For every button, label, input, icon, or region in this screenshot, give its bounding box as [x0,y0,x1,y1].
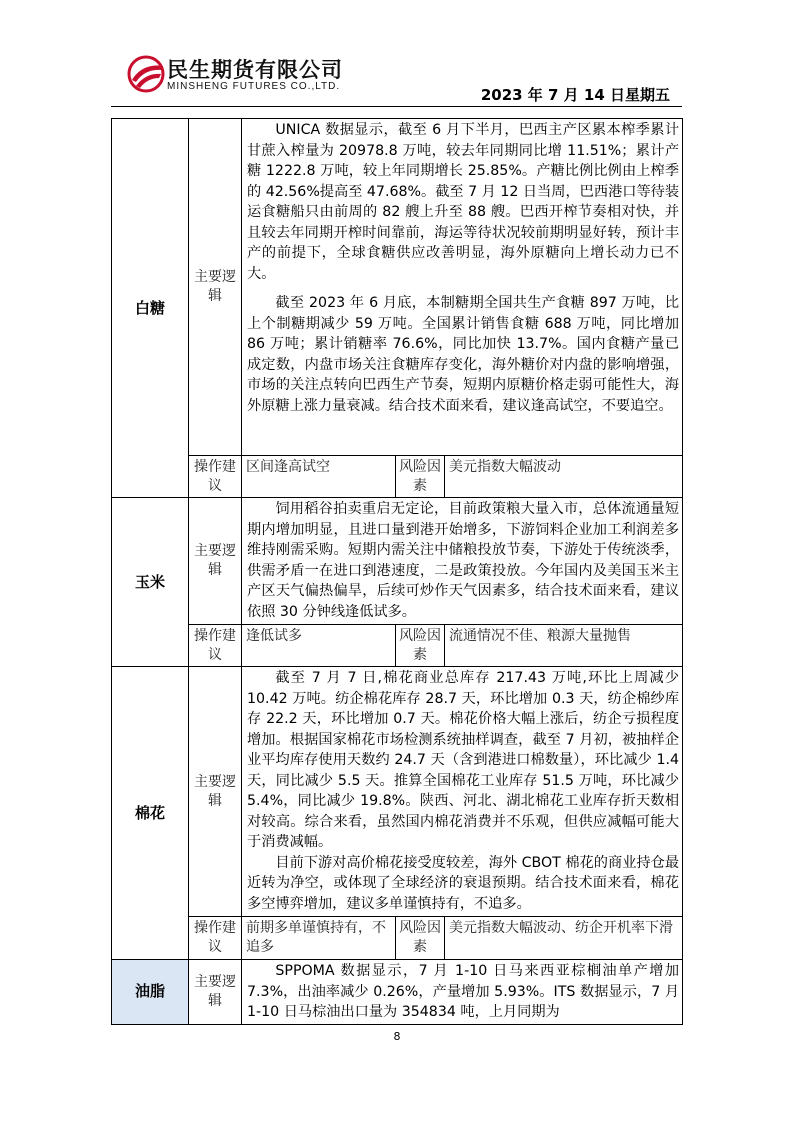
risk-label: 风险因素 [396,917,445,960]
category-oils: 油脂 [112,960,189,1025]
advice-label: 操作建议 [189,456,242,498]
category-sugar: 白糖 [112,119,189,498]
table-row [112,625,683,667]
logic-text [242,119,683,456]
table-row [112,960,683,1025]
commodity-table [111,118,683,1025]
table-row [112,498,683,625]
risk-text: 流通情况不佳、粮源大量抛售 [445,625,683,667]
logic-paragraph: UNICA 数据显示，截至 6 月下半月，巴西主产区累本榨季累计甘蔗入榨量为 20978.8 万吨，较去年同期同比增 11.51%；累计产糖 1222.8 万吨，较上年同期增长 25.85%。产糖比例比例由上榨季的 42.56%提高至 47.68%。截至 7 月 12 日当周，巴西港口等待装运食糖船只由前周的 82 艘上升至 88 艘。巴西开榨节奏相对快，并且较去年同期开榨时间靠前，海运等待状况较前期明显好转，预计丰产的前提下，全球食糖供应改善明显，海外原糖向上增长动力已不大。 [247,122,680,282]
logic-label: 主要逻辑 [189,667,242,917]
advice-text: 区间逢高试空 [242,456,396,498]
advice-label: 操作建议 [189,917,242,960]
logic-paragraph: SPPOMA 数据显示，7 月 1-10 日马来西亚棕榈油单产增加 7.3%，出油率减少 0.26%，产量增加 5.93%。ITS 数据显示，7 月 1-10 日马棕油出口量为 354834 吨，上月同期为 [247,963,680,1020]
logic-paragraph: 饲用稻谷拍卖重启无定论，目前政策粮大量入市，总体流通量短期内增加明显，且进口量到港开始增多，下游饲料企业加工利润差多维持刚需采购。短期内需关注中储粮投放节奏，下游处于传统淡季，供需矛盾一在进口到港速度，二是政策投放。今年国内及美国玉米主产区天气偏热偏旱，后续可炒作天气因素多，结合技术面来看，建议依照 30 分钟线逢低试多。 [247,501,680,620]
company-name-cn: 民生期货有限公司 [167,58,343,82]
category-cotton: 棉花 [112,667,189,960]
header-rule [111,106,682,107]
company-name-en: MINSHENG FUTURES CO.,LTD. [167,81,341,92]
logic-label: 主要逻辑 [189,960,242,1025]
minsheng-logo-icon [127,54,165,94]
logic-label: 主要逻辑 [189,119,242,456]
risk-text: 美元指数大幅波动、纺企开机率下滑 [445,917,683,960]
table-row [112,456,683,498]
logic-text [242,498,683,625]
logic-text [242,960,683,1025]
logic-text [242,667,683,917]
logic-paragraph: 截至 7 月 7 日,棉花商业总库存 217.43 万吨,环比上周减少 10.42 万吨。纺企棉花库存 28.7 天，环比增加 0.3 天，纺企棉纱库存 22.2 天，环比增加 0.7 天。棉花价格大幅上涨后，纺企亏损程度增加。根据国家棉花市场检测系统抽样调查，截至 7 月初，被抽样企业平均库存使用天数约 24.7 天（含到港进口棉数量），环比减少 1.4 天，同比减少 5.5 天。推算全国棉花工业库存 51.5 万吨，环比减少 5.4%，同比减少 19.8%。陕西、河北、湖北棉花工业库存折天数相对较高。综合来看，虽然国内棉花消费并不乐观，但供应减幅可能大于消费减幅。 [247,670,680,850]
risk-label: 风险因素 [396,456,445,498]
advice-label: 操作建议 [189,625,242,667]
category-corn: 玉米 [112,498,189,667]
logic-paragraph: 截至 2023 年 6 月底，本制糖期全国共生产食糖 897 万吨，比上个制糖期减少 59 万吨。全国累计销售食糖 688 万吨，同比增加 86 万吨；累计销糖率 76.6%，同比加快 13.7%。国内食糖产量已成定数，内盘市场关注食糖库存变化，海外糖价对内盘的影响增强，市场的关注点转向巴西生产节奏，短期内原糖价格走弱可能性大，海外原糖上涨力量衰减。结合技术面来看，建议逢高试空，不要追空。 [247,295,680,414]
table-row [112,917,683,960]
advice-text: 前期多单谨慎持有，不追多 [242,917,396,960]
logic-label: 主要逻辑 [189,498,242,625]
page-number: 8 [393,1030,401,1043]
report-date: 2023 年 7 月 14 日星期五 [480,86,670,104]
table-row [112,667,683,917]
table-row [112,119,683,456]
risk-label: 风险因素 [396,625,445,667]
advice-text: 逢低试多 [242,625,396,667]
company-logo [127,54,367,102]
logic-paragraph: 目前下游对高价棉花接受度较差，海外 CBOT 棉花的商业持仓最近转为净空，或体现了全球经济的衰退预期。结合技术面来看，棉花多空博弈增加，建议多单谨慎持有，不追多。 [247,854,680,912]
risk-text: 美元指数大幅波动 [445,456,683,498]
